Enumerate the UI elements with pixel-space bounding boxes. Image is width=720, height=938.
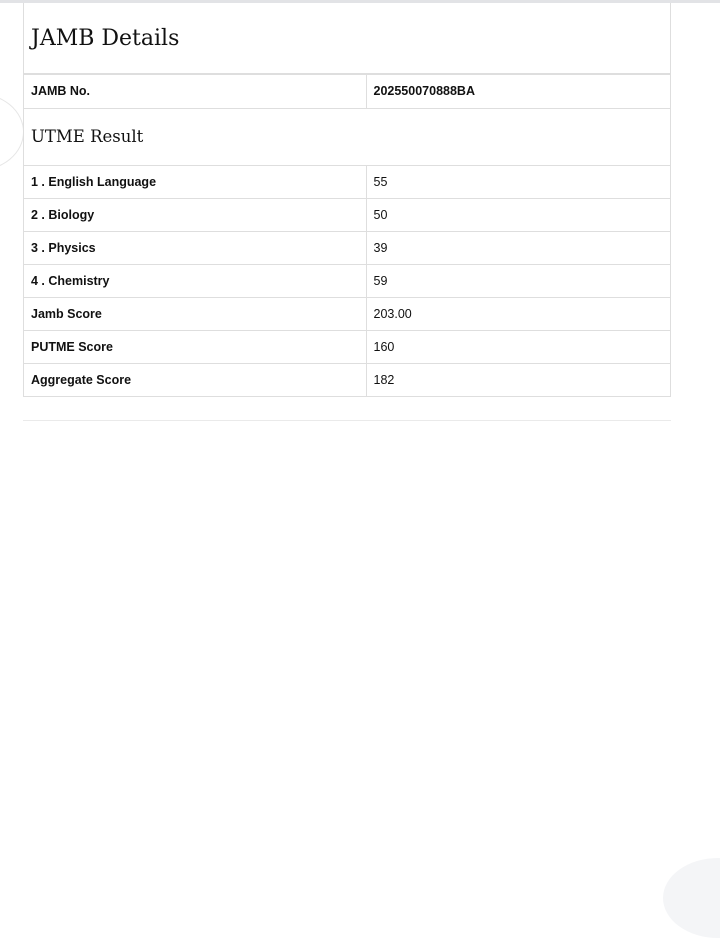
- row-value: 160: [366, 330, 670, 363]
- table-row: [24, 198, 670, 231]
- table-row: [24, 231, 670, 264]
- side-scroll-button[interactable]: [0, 93, 24, 171]
- floating-action-button[interactable]: [663, 858, 720, 938]
- utme-heading: UTME Result: [24, 108, 670, 165]
- jamb-details-table: [24, 75, 670, 397]
- row-value: 55: [366, 165, 670, 198]
- table-row: [24, 363, 670, 396]
- row-label: Jamb Score: [24, 297, 366, 330]
- row-label: 2 . Biology: [24, 198, 366, 231]
- utme-heading-row: [24, 108, 670, 165]
- row-value: 39: [366, 231, 670, 264]
- row-label: 1 . English Language: [24, 165, 366, 198]
- row-value: 203.00: [366, 297, 670, 330]
- row-label: 3 . Physics: [24, 231, 366, 264]
- jamb-no-value: 202550070888BA: [366, 75, 670, 108]
- row-label: PUTME Score: [24, 330, 366, 363]
- row-value: 59: [366, 264, 670, 297]
- table-row: [24, 75, 670, 108]
- row-value: 50: [366, 198, 670, 231]
- table-row: [24, 297, 670, 330]
- table-row: [24, 330, 670, 363]
- row-value: 182: [366, 363, 670, 396]
- table-row: [24, 165, 670, 198]
- row-label: 4 . Chemistry: [24, 264, 366, 297]
- jamb-no-label: JAMB No.: [24, 75, 366, 108]
- table-row: [24, 264, 670, 297]
- section-header: [24, 3, 670, 75]
- jamb-details-panel: [23, 3, 671, 397]
- content-divider: [23, 420, 671, 421]
- row-label: Aggregate Score: [24, 363, 366, 396]
- section-title: JAMB Details: [31, 25, 180, 51]
